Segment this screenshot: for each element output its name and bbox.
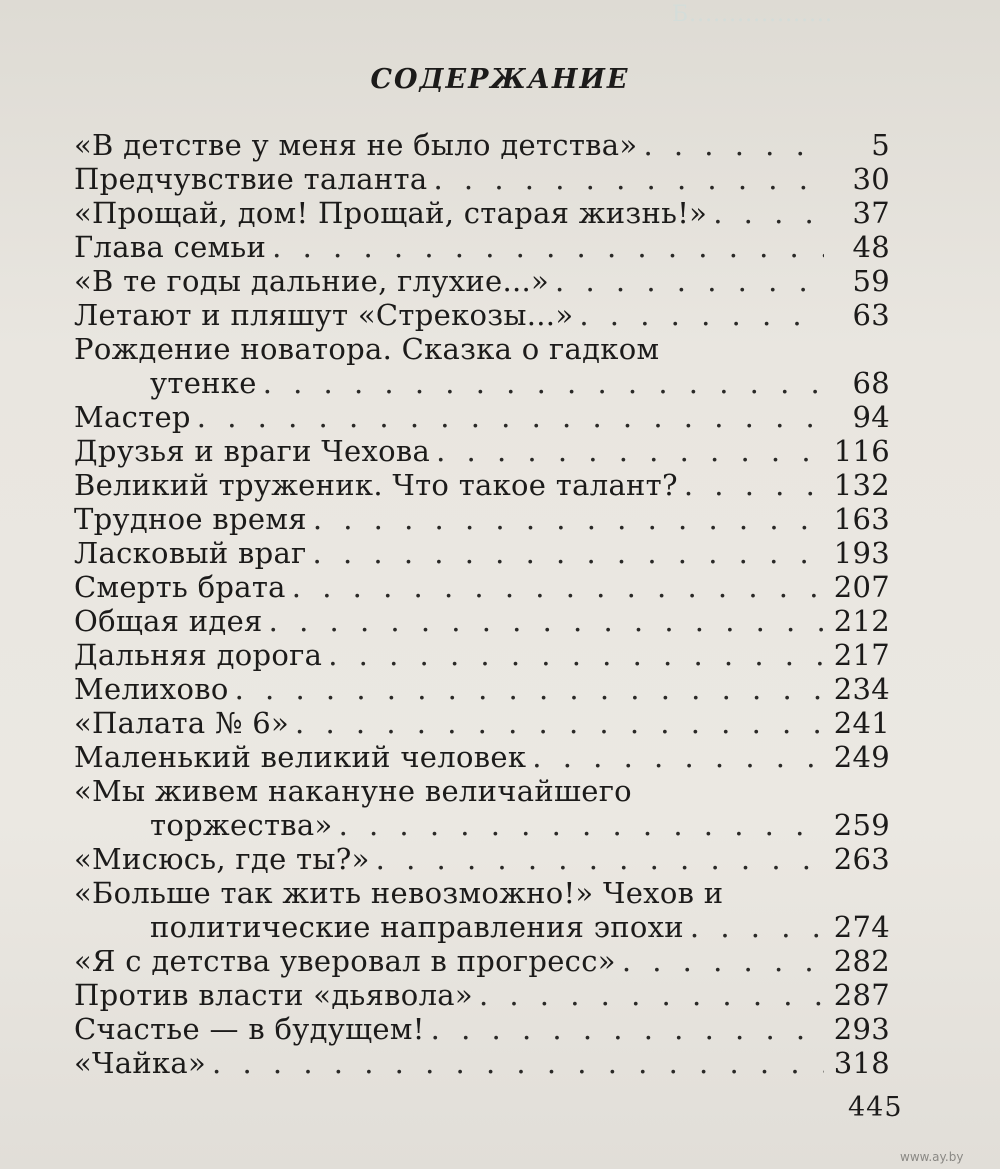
leader-dots: [433, 162, 824, 196]
toc-entry-title: Против власти «дьявола»: [74, 978, 473, 1012]
toc-entry-title: торжества»: [150, 808, 333, 842]
toc-entry-title: «В те годы дальние, глухие...»: [74, 264, 550, 298]
toc-entry: [74, 774, 890, 808]
leader-dots: [436, 434, 824, 468]
leader-dots: [555, 264, 824, 298]
toc-entry-title: «Прощай, дом! Прощай, старая жизнь!»: [74, 196, 708, 230]
toc-entry-page: 5: [871, 128, 890, 162]
toc-entry: [74, 570, 890, 604]
toc-entry: [74, 978, 890, 1012]
leader-dots: [235, 672, 824, 706]
toc-entry: [74, 502, 890, 536]
toc-entry: [74, 400, 890, 434]
toc-entry-continuation: [74, 808, 890, 842]
leader-dots: [263, 366, 824, 400]
toc-entry-continuation: [74, 910, 890, 944]
toc-entry: [74, 468, 890, 502]
toc-entry-page: 63: [852, 298, 890, 332]
toc-entry-page: 59: [852, 264, 890, 298]
leader-dots: [713, 196, 824, 230]
toc-entry: [74, 196, 890, 230]
toc-entry-title: Друзья и враги Чехова: [74, 434, 431, 468]
leader-dots: [479, 978, 824, 1012]
leader-dots: [431, 1012, 824, 1046]
toc-entry-title: Смерть брата: [74, 570, 286, 604]
leader-dots: [328, 638, 824, 672]
toc-entry-title: «Больше так жить невозможно!» Чехов и: [74, 876, 724, 910]
toc-entry-page: 193: [833, 536, 890, 570]
toc-entry-title: «Палата № 6»: [74, 706, 290, 740]
leader-dots: [684, 468, 824, 502]
toc-entry-page: 263: [833, 842, 890, 876]
leader-dots: [295, 706, 824, 740]
toc-entry-title: Маленький великий человек: [74, 740, 527, 774]
toc-entry: [74, 332, 890, 366]
leader-dots: [579, 298, 824, 332]
bleed-through-text: Б..................: [672, 2, 834, 27]
toc-entry-page: 293: [833, 1012, 890, 1046]
leader-dots: [272, 230, 824, 264]
watermark: www.ay.by: [900, 1150, 964, 1164]
toc-entry-page: 241: [833, 706, 890, 740]
toc-entry-page: 132: [833, 468, 890, 502]
leader-dots: [643, 128, 824, 162]
toc-entry: [74, 944, 890, 978]
toc-entry-title: «Чайка»: [74, 1046, 207, 1080]
toc-entry: [74, 264, 890, 298]
toc-entry: [74, 128, 890, 162]
toc-entry-page: 48: [852, 230, 890, 264]
toc-entry-title: политические направления эпохи: [150, 910, 684, 944]
toc-entry-title: «Мисюсь, где ты?»: [74, 842, 370, 876]
toc-entry-title: Мастер: [74, 400, 191, 434]
page-number: 445: [848, 1092, 903, 1123]
toc-entry-page: 68: [852, 366, 890, 400]
toc-entry: [74, 536, 890, 570]
leader-dots: [212, 1046, 824, 1080]
toc-entry-page: 30: [852, 162, 890, 196]
toc-entry: [74, 672, 890, 706]
toc-entry: [74, 876, 890, 910]
toc-entry-page: 282: [833, 944, 890, 978]
toc-entry-page: 37: [852, 196, 890, 230]
toc-entry-page: 217: [833, 638, 890, 672]
leader-dots: [532, 740, 824, 774]
leader-dots: [690, 910, 824, 944]
toc-entry-page: 249: [833, 740, 890, 774]
toc-entry-title: утенке: [150, 366, 257, 400]
toc-entry-title: Глава семьи: [74, 230, 267, 264]
toc-entry: [74, 706, 890, 740]
toc-entry: [74, 638, 890, 672]
toc-entry-title: Ласковый враг: [74, 536, 307, 570]
toc-entry-page: 274: [833, 910, 890, 944]
toc-entry-title: «Мы живем накануне величайшего: [74, 774, 632, 808]
toc-entry-title: Рождение новатора. Сказка о гадком: [74, 332, 660, 366]
toc-entry-page: 207: [833, 570, 890, 604]
leader-dots: [376, 842, 824, 876]
toc-entry-title: Предчувствие таланта: [74, 162, 428, 196]
leader-dots: [313, 536, 824, 570]
toc-entry: [74, 842, 890, 876]
leader-dots: [269, 604, 824, 638]
leader-dots: [292, 570, 824, 604]
toc-entry: [74, 162, 890, 196]
toc-entry-continuation: [74, 366, 890, 400]
toc-entry-page: 116: [833, 434, 890, 468]
table-of-contents: [74, 128, 890, 1080]
toc-entry-page: 318: [833, 1046, 890, 1080]
toc-entry: [74, 604, 890, 638]
toc-entry: [74, 230, 890, 264]
toc-entry-title: Летают и пляшут «Стрекозы...»: [74, 298, 574, 332]
leader-dots: [339, 808, 824, 842]
toc-entry: [74, 1046, 890, 1080]
toc-entry-title: «В детстве у меня не было детства»: [74, 128, 638, 162]
toc-entry-page: 212: [833, 604, 890, 638]
toc-entry-title: Дальняя дорога: [74, 638, 323, 672]
leader-dots: [313, 502, 824, 536]
toc-entry: [74, 434, 890, 468]
leader-dots: [197, 400, 824, 434]
toc-entry-page: 234: [833, 672, 890, 706]
leader-dots: [622, 944, 824, 978]
toc-entry-title: Великий труженик. Что такое талант?: [74, 468, 678, 502]
toc-entry-title: «Я с детства уверовал в прогресс»: [74, 944, 616, 978]
toc-entry-title: Счастье — в будущем!: [74, 1012, 425, 1046]
toc-entry-title: Общая идея: [74, 604, 263, 638]
toc-entry: [74, 1012, 890, 1046]
toc-entry-page: 94: [852, 400, 890, 434]
toc-entry-title: Мелихово: [74, 672, 229, 706]
toc-entry: [74, 298, 890, 332]
toc-entry-title: Трудное время: [74, 502, 307, 536]
toc-entry-page: 163: [833, 502, 890, 536]
toc-entry-page: 287: [833, 978, 890, 1012]
toc-entry: [74, 740, 890, 774]
contents-title: СОДЕРЖАНИЕ: [370, 64, 630, 95]
toc-entry-page: 259: [833, 808, 890, 842]
